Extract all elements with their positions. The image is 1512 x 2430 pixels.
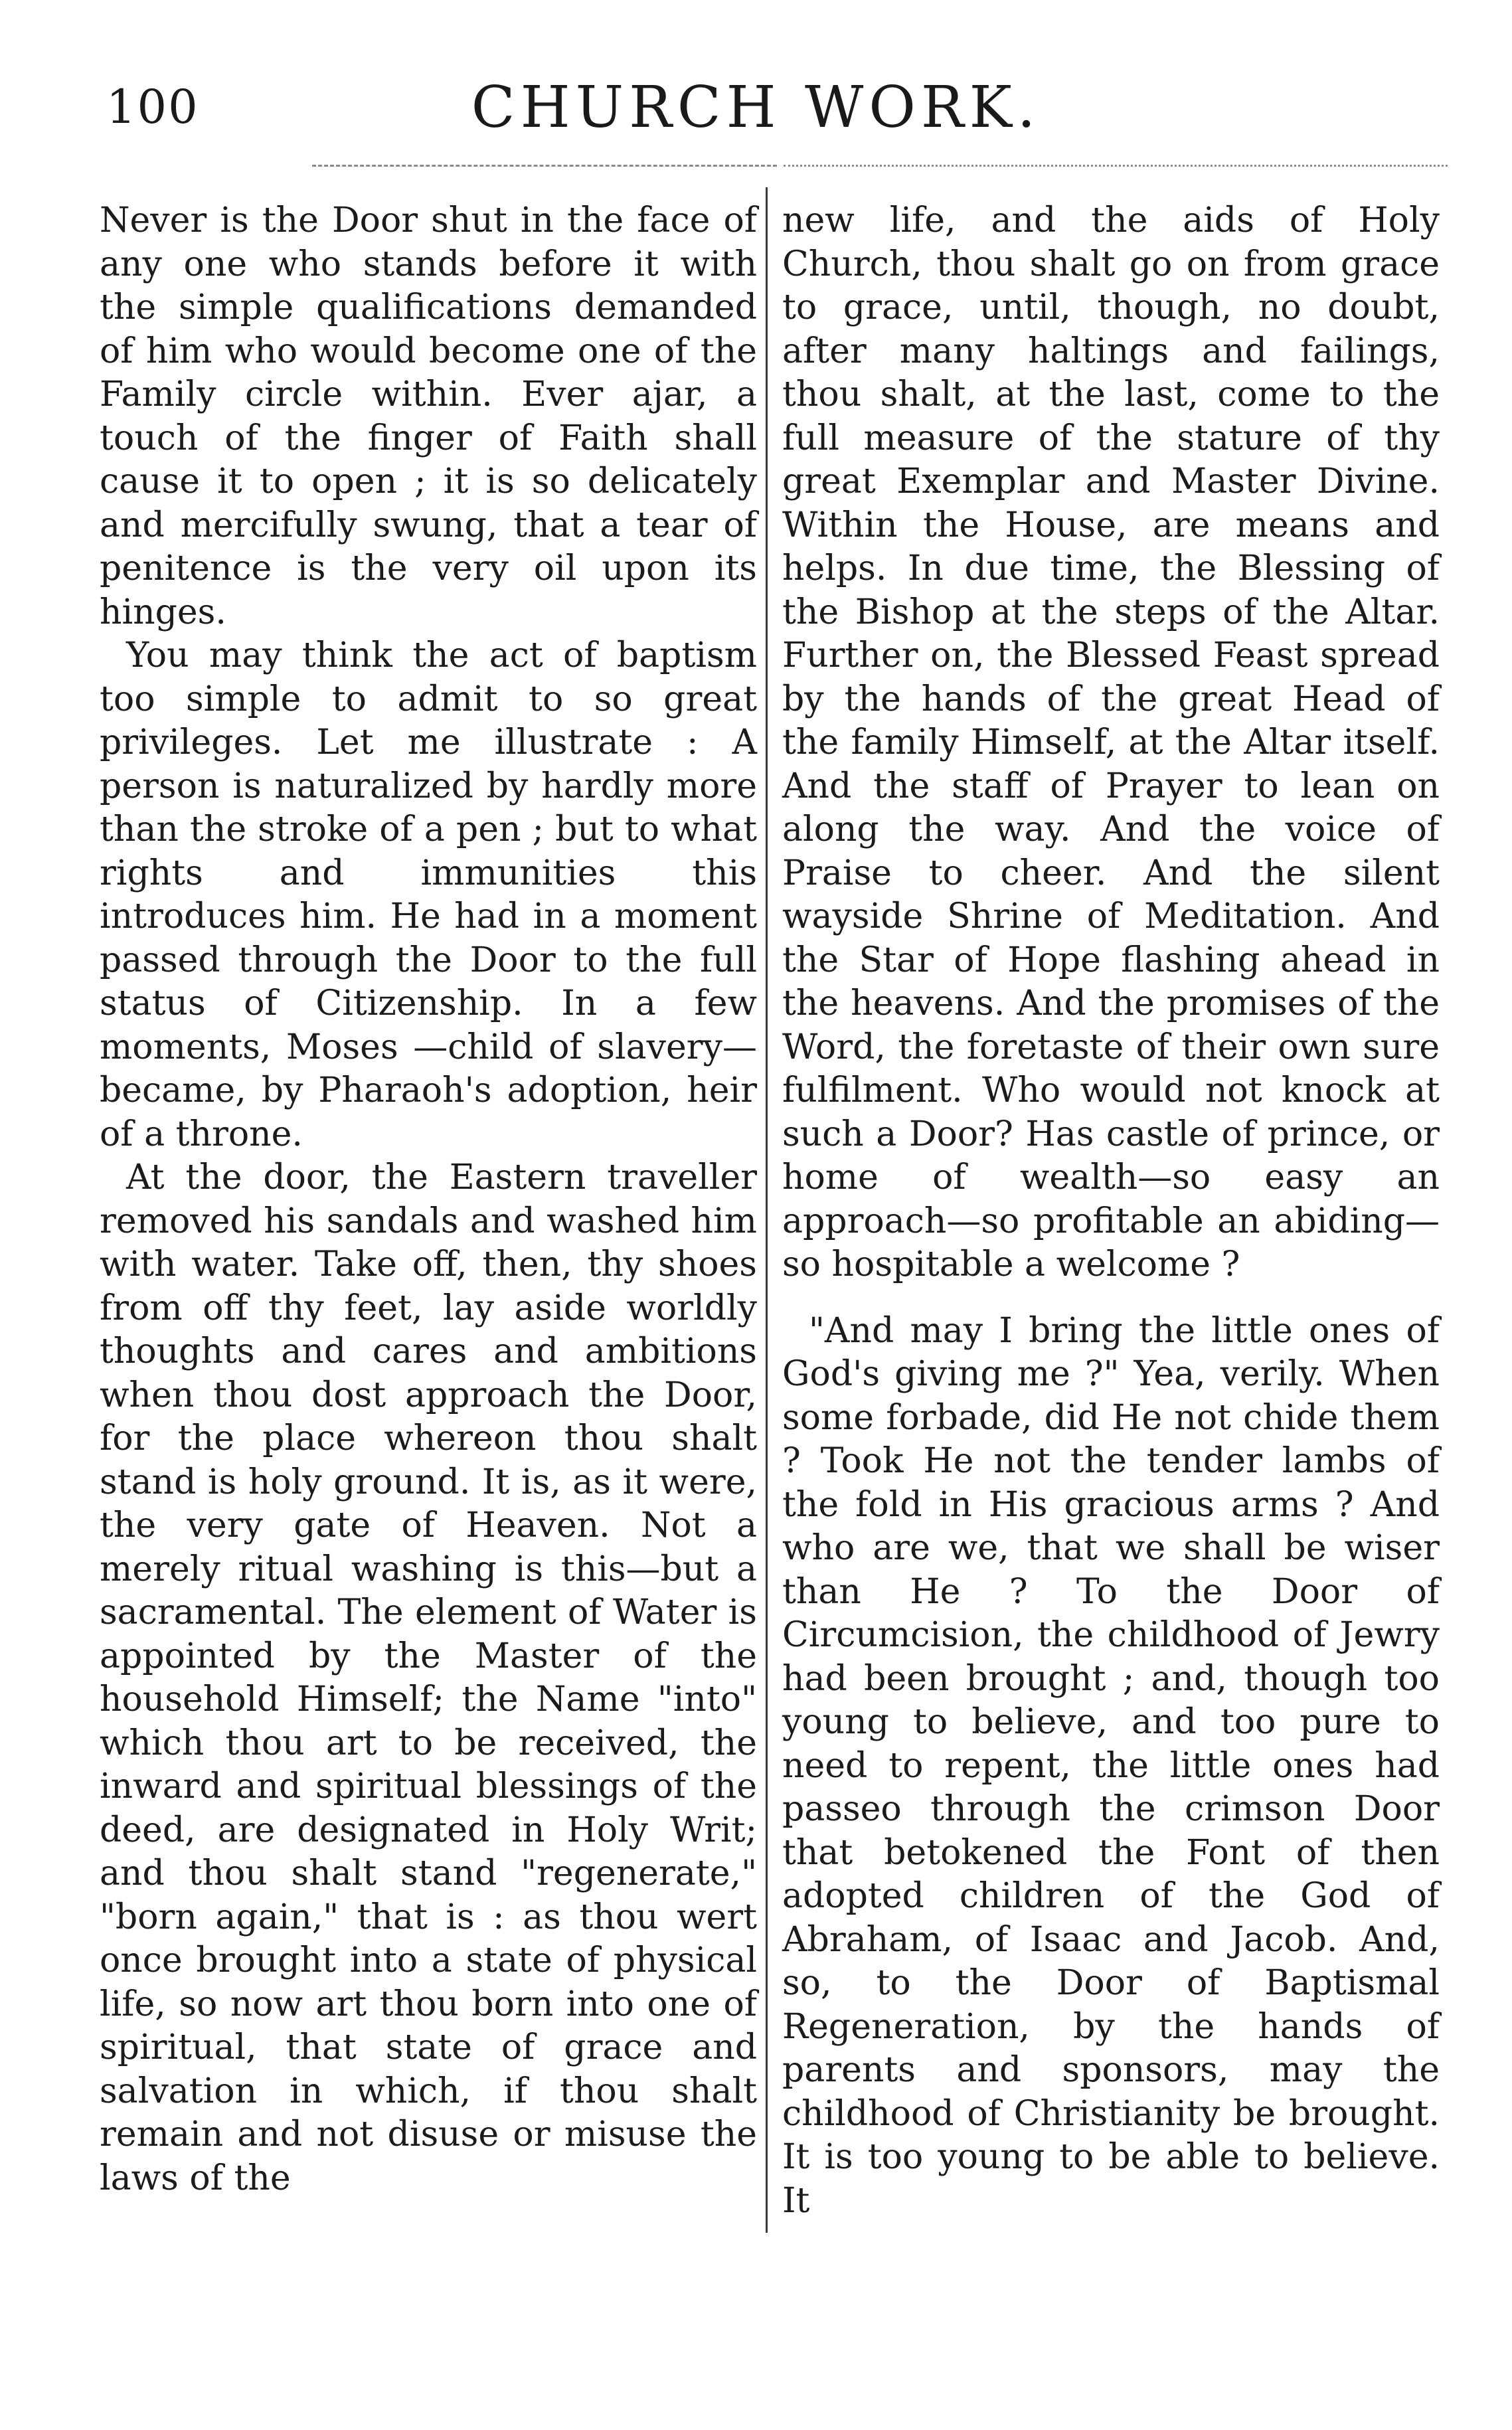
- header-rule-right: [784, 165, 1448, 167]
- column-divider: [766, 187, 768, 2233]
- page-number: 100: [106, 80, 199, 134]
- left-column: [100, 199, 757, 2200]
- header-rule-left: [312, 165, 777, 167]
- paragraph: "And may I bring the little ones of God's giving me ?" Yea, verily. When some forbade, did He not chide them ? Took He not the tender lambs of the fold in His gracious arms ? And who are we, that we shall be wiser than He ? To the Door of Circumcision, the childhood of Jewry had been brought ; and, though too young to believe, and too pure to need to repent, the little ones had passeo through the crimson Door that betokened the Font of then adopted children of the God of Abraham, of Isaac and Jacob. And, so, to the Door of Baptismal Regeneration, by the hands of parents and sponsors, may the childhood of Christianity be brought. It is too young to be able to believe. It: [782, 1310, 1440, 2221]
- paragraph: Never is the Door shut in the face of any one who stands before it with the simple qualifications demanded of him who would become one of the Family circle within. Ever ajar, a touch of the finger of Faith shall cause it to open ; it is so delicately and mercifully swung, that a tear of penitence is the very oil upon its hinges.: [100, 201, 757, 632]
- right-column: [782, 199, 1440, 2223]
- paragraph: At the door, the Eastern traveller removed his sandals and washed him with water. Take off, then, thy shoes from off thy feet, lay aside worldly thoughts and cares and ambitions when thou dost approach the Door, for the place whereon thou shalt stand is holy ground. It is, as it were, the very gate of Heaven. Not a merely ritual washing is this—but a sacramental. The element of Water is appointed by the Master of the household Himself; the Name "into" which thou art to be received, the inward and spiritual blessings of the deed, are designated in Holy Writ; and thou shalt stand "regenerate," "born again," that is : as thou wert once brought into a state of physical life, so now art thou born into one of spiritual, that state of grace and salvation in which, if thou shalt remain and not disuse or misuse the laws of the: [100, 1158, 757, 2198]
- running-title: CHURCH WORK.: [471, 74, 1041, 141]
- paragraph: You may think the act of baptism too simple to admit to so great privileges. Let me illustrate : A person is naturalized by hardly more than the stroke of a pen ; but to what rights and immunities this introduces him. He had in a moment passed through the Door to the full status of Citizenship. In a few moments, Moses —child of slavery—became, by Pharaoh's adoption, heir of a throne.: [100, 636, 757, 1154]
- paragraph: new life, and the aids of Holy Church, thou shalt go on from grace to grace, until, though, no doubt, after many haltings and failings, thou shalt, at the last, come to the full measure of the stature of thy great Exemplar and Master Divine. Within the House, are means and helps. In due time, the Blessing of the Bishop at the steps of the Altar. Further on, the Blessed Feast spread by the hands of the great Head of the family Himself, at the Altar itself. And the staff of Prayer to lean on along the way. And the voice of Praise to cheer. And the silent wayside Shrine of Meditation. And the Star of Hope flashing ahead in the heavens. And the promises of the Word, the foretaste of their own sure fulfilment. Who would not knock at such a Door? Has castle of prince, or home of wealth—so easy an approach—so profitable an abiding—so hospitable a welcome ?: [782, 201, 1440, 1284]
